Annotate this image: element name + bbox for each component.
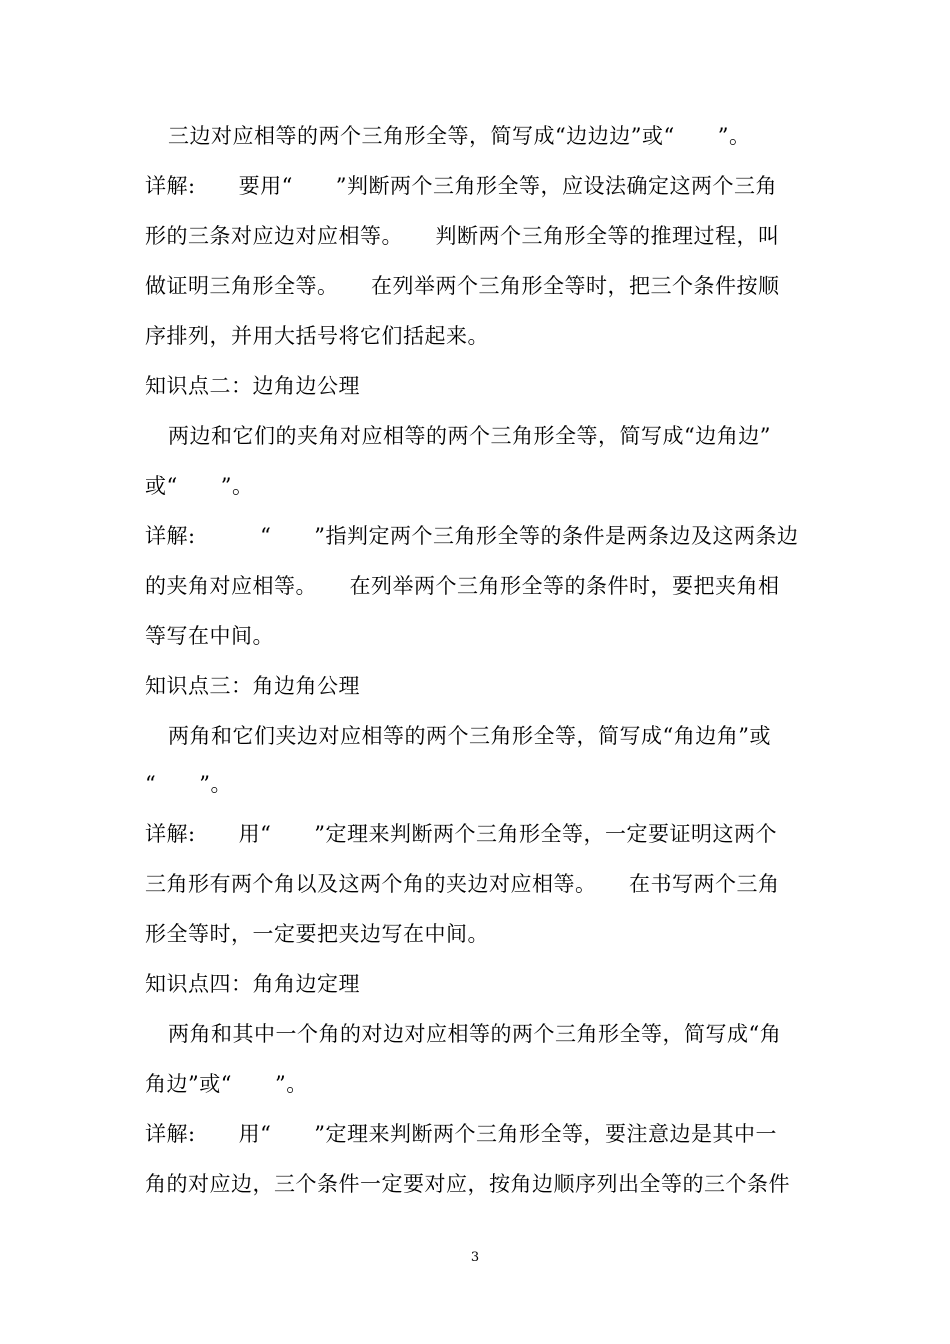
heading-point-4: 知识点四：角角边定理 [145, 972, 360, 996]
aas-rule-text-line-1: 两角和其中一个角的对边对应相等的两个三角形全等，简写成“角 [168, 1022, 782, 1046]
sss-detail-line-1: 详解: 要用“ ”判断两个三角形全等，应设法确定这两个三角 [145, 174, 778, 198]
aas-rule-text-line-2: 角边”或“ ”。 [145, 1072, 308, 1096]
sss-detail-line-3: 做证明三角形全等。 在列举两个三角形全等时，把三个条件按顺 [145, 274, 780, 298]
sas-detail-line-2: 的夹角对应相等。 在列举两个三角形全等的条件时，要把夹角相 [145, 574, 780, 598]
asa-detail-line-3: 形全等时，一定要把夹边写在中间。 [145, 922, 489, 946]
sss-rule-text: 三边对应相等的两个三角形全等，简写成“边边边”或“ ”。 [168, 124, 751, 148]
sss-detail-line-4: 序排列，并用大括号将它们括起来。 [145, 324, 489, 348]
sas-rule-text-line-2: 或“ ”。 [145, 474, 254, 498]
asa-detail-line-2: 三角形有两个角以及这两个角的夹边对应相等。 在书写两个三角 [145, 872, 780, 896]
sas-detail-line-1: 详解: “ ”指判定两个三角形全等的条件是两条边及这两条边 [145, 524, 799, 548]
heading-point-2: 知识点二：边角边公理 [145, 374, 360, 398]
sss-detail-line-2: 形的三条对应边对应相等。 判断两个三角形全等的推理过程，叫 [145, 224, 780, 248]
sas-detail-line-3: 等写在中间。 [145, 624, 274, 648]
sas-rule-text-line-1: 两边和它们的夹角对应相等的两个三角形全等，简写成“边角边” [168, 424, 771, 448]
page-number: 3 [470, 1250, 480, 1265]
aas-detail-line-1: 详解: 用“ ”定理来判断两个三角形全等，要注意边是其中一 [145, 1122, 778, 1146]
aas-detail-line-2: 角的对应边，三个条件一定要对应，按角边顺序列出全等的三个条件 [145, 1172, 790, 1196]
asa-rule-text-line-1: 两角和它们夹边对应相等的两个三角形全等，简写成“角边角”或 [168, 724, 771, 748]
asa-rule-text-line-2: “ ”。 [145, 772, 232, 796]
heading-point-3: 知识点三：角边角公理 [145, 674, 360, 698]
asa-detail-line-1: 详解: 用“ ”定理来判断两个三角形全等，一定要证明这两个 [145, 822, 778, 846]
